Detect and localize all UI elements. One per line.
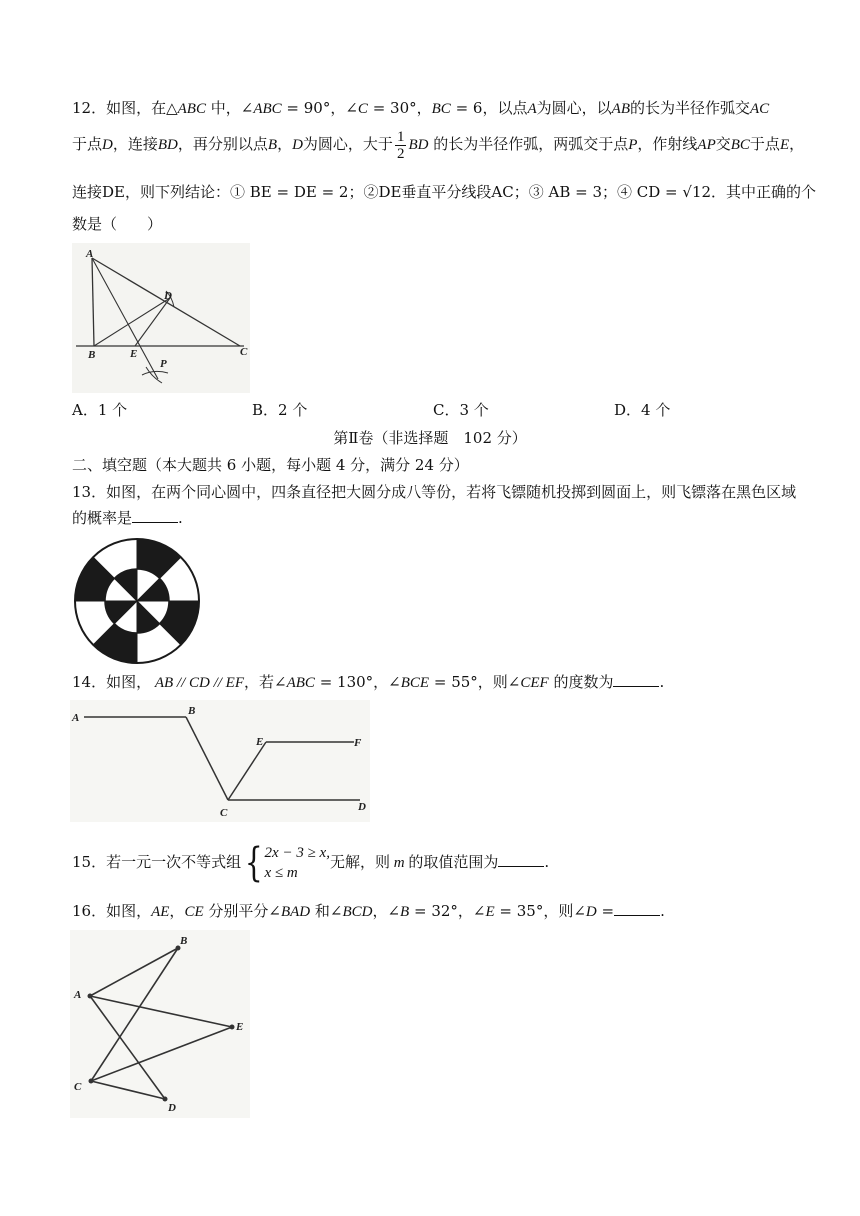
q12-triangle-figure: [72, 243, 250, 393]
fig16-label-c: C: [74, 1081, 82, 1093]
option-c[interactable]: C．3 个: [433, 401, 489, 419]
q14-parallel-lines-figure: [70, 700, 370, 822]
fig12-label-p: P: [160, 358, 167, 370]
q12-line-3: 连接DE，则下列结论：① BE = DE = 2；②DE垂直平分线段AC；③ AB = 3；④ CD = √12．其中正确的个: [72, 183, 817, 201]
q13-concentric-circles-figure: [70, 534, 204, 668]
inequality-system: 2x − 3 ≥ x, x ≤ m: [264, 845, 330, 881]
section-2-title: 第Ⅱ卷（非选择题 102 分）: [333, 429, 527, 447]
fig14-label-b: B: [188, 705, 196, 717]
q13-line-1: 13．如图，在两个同心圆中，四条直径把大圆分成八等份，若将飞镖随机投掷到圆面上，则飞镖落在黑色区域: [72, 483, 797, 501]
fill-blank-heading: 二、填空题（本大题共 6 小题，每小题 4 分，满分 24 分）: [72, 456, 469, 474]
fig14-label-d: D: [358, 801, 366, 813]
one-half-fraction: $\frac{1}{2}$: [396, 128, 405, 162]
fig16-label-e: E: [236, 1021, 244, 1033]
option-d[interactable]: D．4 个: [614, 401, 671, 419]
q12-line-2: 于点D，连接BD，再分别以点B，D为圆心，大于 $\frac{1}{2}$ BD 的长为半径作弧，两弧交于点P，作射线AP交BC于点E，: [72, 128, 805, 162]
option-b[interactable]: B．2 个: [252, 401, 308, 419]
q16-answer-blank[interactable]: [614, 901, 660, 916]
q13-answer-blank[interactable]: [132, 508, 178, 523]
system-brace: {: [244, 840, 263, 886]
fig14-label-c: C: [220, 807, 228, 819]
q15-answer-blank[interactable]: [498, 852, 544, 867]
fig14-label-f: F: [354, 737, 362, 749]
q12-line-1: 12．如图，在△ABC 中，∠ABC = 90°，∠C = 30°，BC = 6，以点A为圆心，以AB的长为半径作弧交AC: [72, 99, 770, 117]
fig14-label-a: A: [72, 712, 80, 724]
q16-angle-figure: [70, 930, 250, 1118]
option-a[interactable]: A．1 个: [72, 401, 128, 419]
fig12-label-d: D: [164, 290, 172, 302]
q12-line-4: 数是（ ）: [72, 215, 163, 233]
fig12-label-a: A: [86, 248, 94, 260]
q14-line-1: 14．如图， AB // CD // EF，若∠ABC = 130°，∠BCE = 55°，则∠CEF 的度数为 .: [72, 673, 665, 691]
fig12-label-e: E: [130, 348, 138, 360]
fig16-label-a: A: [74, 989, 82, 1001]
fig16-label-b: B: [180, 935, 188, 947]
q16-line-1: 16．如图，AE，CE 分别平分∠BAD 和∠BCD，∠B = 32°，∠E = 35°，则∠D = .: [72, 902, 665, 920]
q15-line: 15．若一元一次不等式组{ 2x − 3 ≥ x, x ≤ m 无解，则 m 的取值范围为 .: [72, 840, 550, 886]
q13-line-2: 的概率是 .: [72, 509, 183, 527]
fig16-label-d: D: [168, 1102, 176, 1114]
fig12-label-b: B: [88, 349, 96, 361]
fig14-label-e: E: [256, 736, 264, 748]
q14-answer-blank[interactable]: [613, 672, 659, 687]
fig12-label-c: C: [240, 346, 248, 358]
